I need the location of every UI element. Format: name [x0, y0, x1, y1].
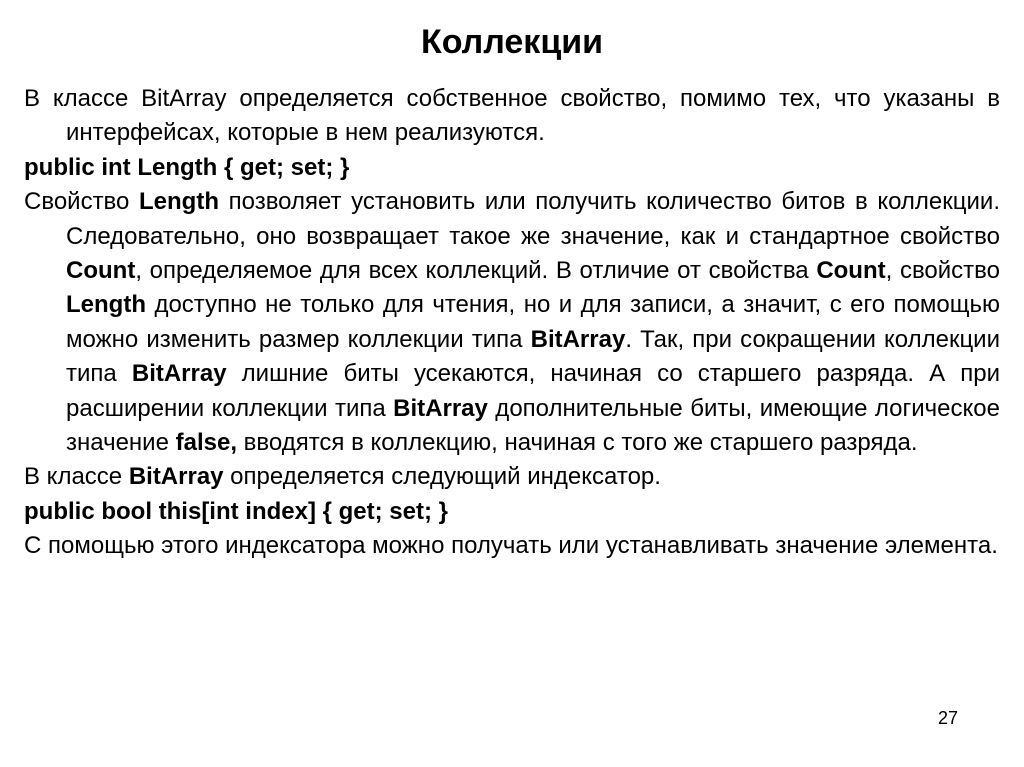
slide-title: Коллекции: [420, 23, 604, 61]
length-description-paragraph: [24, 185, 1000, 460]
text-run: В классе: [24, 463, 129, 491]
text-run: вводятся в коллекцию, начиная с того же старшего разряда.: [236, 429, 918, 457]
keyword-bitarray: BitArray: [128, 463, 224, 491]
keyword-false: false,: [175, 429, 237, 457]
length-property-code: public int Length { get; set; }: [24, 153, 350, 181]
keyword-count: Count: [66, 257, 136, 285]
keyword-length: Length: [139, 188, 219, 216]
text-run: доступно не только для чтения, но и для записи, а значит, с его помощью можно изменить размер коллекции типа: [66, 291, 1000, 353]
text-run: . Так, при сокращении коллекции типа: [66, 325, 1000, 388]
text-run: позволяет установить или получить количество битов в коллекции. Следовательно, оно возвращает такое же значение, как и стандартное свойство: [66, 188, 1000, 250]
text-run: определяется следующий индексатор.: [223, 463, 661, 491]
intro-paragraph: В классе BitArray определяется собственное свойство, помимо тех, что указаны в интерфейсах, которые в нем реализуются.: [24, 85, 1000, 147]
keyword-bitarray: BitArray: [530, 325, 626, 353]
indexer-code: public bool this[int index] { get; set; }: [24, 497, 448, 525]
keyword-bitarray: BitArray: [393, 394, 488, 422]
keyword-length: Length: [66, 291, 146, 319]
text-run: дополнительные биты, имеющие логическое значение: [66, 394, 1000, 457]
slide-content: [24, 82, 1000, 564]
text-run: Свойство: [24, 188, 140, 216]
indexer-description-paragraph: С помощью этого индексатора можно получать или устанавливать значение элемента.: [24, 532, 998, 560]
keyword-count: Count: [816, 257, 886, 285]
text-run: , определяемое для всех коллекций. В отличие от свойства: [135, 257, 817, 285]
text-run: , свойство: [885, 257, 1001, 285]
page-number: 27: [938, 708, 959, 728]
text-run: лишние биты усекаются, начиная со старшего разряда. А при расширении коллекции типа: [66, 360, 1000, 422]
indexer-intro-paragraph: [24, 460, 1000, 494]
keyword-bitarray: BitArray: [131, 360, 227, 388]
